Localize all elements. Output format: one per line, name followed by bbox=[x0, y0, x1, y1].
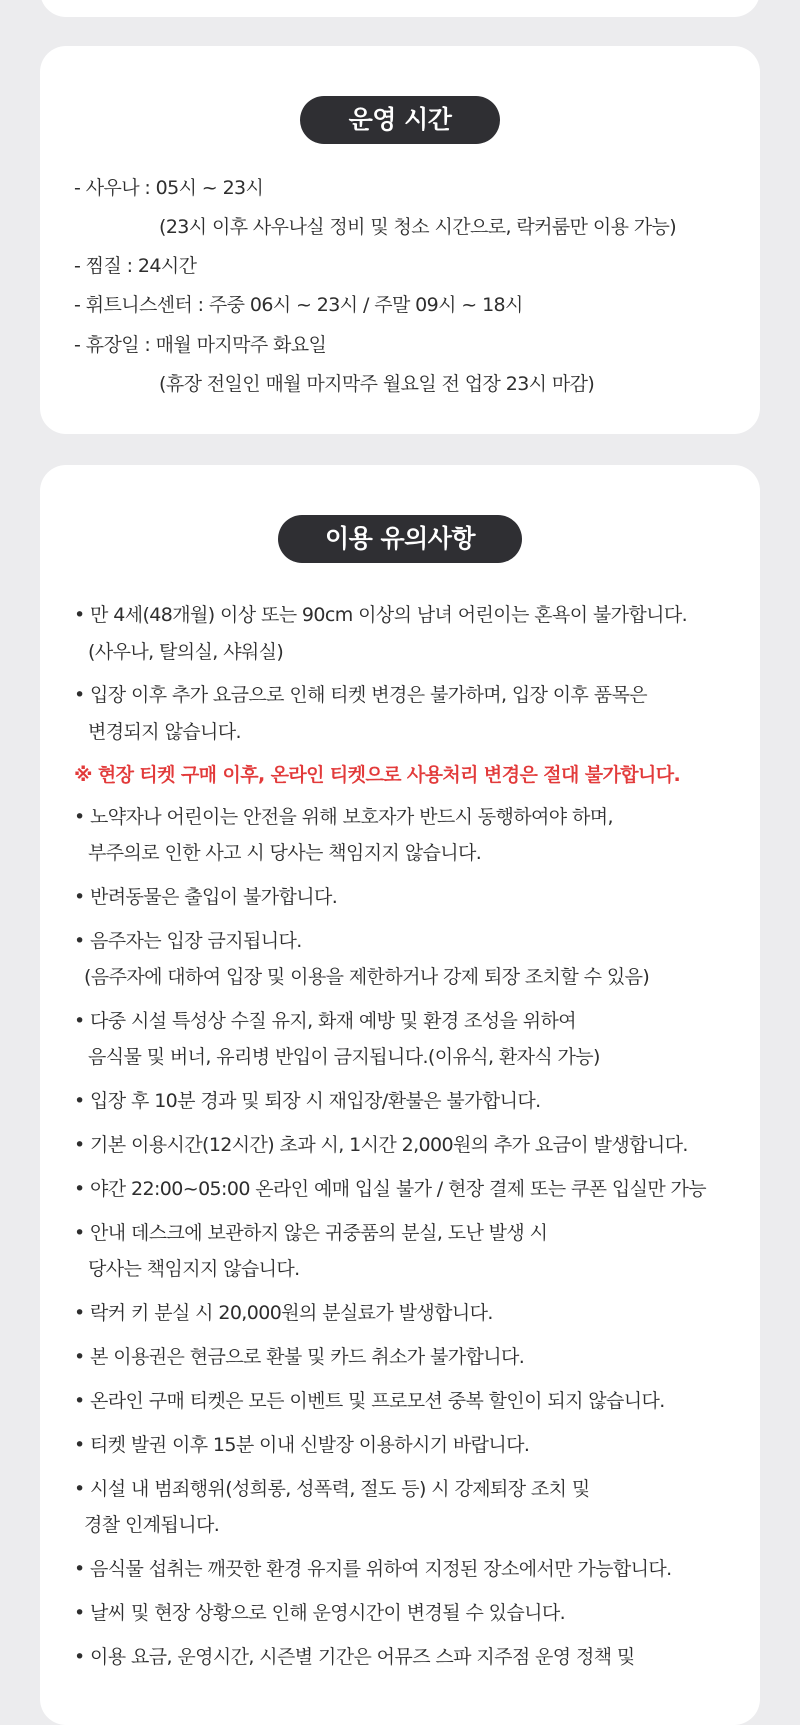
previous-section-card bbox=[40, 0, 760, 17]
notice-line: 경찰 인계됩니다. bbox=[84, 1514, 220, 1536]
usage-notice-card bbox=[40, 465, 760, 1725]
notice-line: 변경되지 않습니다. bbox=[88, 721, 241, 743]
notice-line: • 온라인 구매 티켓은 모든 이벤트 및 프로모션 중복 할인이 되지 않습니다. bbox=[74, 1390, 665, 1412]
hours-line-sauna: - 사우나 : 05시 ~ 23시 bbox=[74, 177, 264, 199]
notice-line: • 다중 시설 특성상 수질 유지, 화재 예방 및 환경 조성을 위하여 bbox=[74, 1010, 576, 1032]
notice-line: • 락커 키 분실 시 20,000원의 분실료가 발생합니다. bbox=[74, 1302, 493, 1324]
notice-line: (사우나, 탈의실, 샤워실) bbox=[88, 641, 284, 663]
notice-line: • 야간 22:00~05:00 온라인 예매 입실 불가 / 현장 결제 또는 쿠폰 입실만 가능 bbox=[74, 1178, 707, 1200]
notice-line: 당사는 책임지지 않습니다. bbox=[88, 1258, 300, 1280]
hours-line-closed-note: (휴장 전일인 매월 마지막주 월요일 전 업장 23시 마감) bbox=[159, 373, 595, 395]
hours-line-sauna-note: (23시 이후 사우나실 정비 및 청소 시간으로, 락커룸만 이용 가능) bbox=[159, 216, 677, 238]
notice-line: • 기본 이용시간(12시간) 초과 시, 1시간 2,000원의 추가 요금이 발생합니다. bbox=[74, 1134, 688, 1156]
notice-line: • 반려동물은 출입이 불가합니다. bbox=[74, 886, 338, 908]
notice-line: • 입장 이후 추가 요금으로 인해 티켓 변경은 불가하며, 입장 이후 품목은 bbox=[74, 684, 647, 706]
notice-line: • 시설 내 범죄행위(성희롱, 성폭력, 절도 등) 시 강제퇴장 조치 및 bbox=[74, 1478, 590, 1500]
notice-line: 음식물 및 버너, 유리병 반입이 금지됩니다.(이유식, 환자식 가능) bbox=[88, 1046, 600, 1068]
notice-line: • 음식물 섭취는 깨끗한 환경 유지를 위하여 지정된 장소에서만 가능합니다. bbox=[74, 1558, 672, 1580]
warning-notice: ※ 현장 티켓 구매 이후, 온라인 티켓으로 사용처리 변경은 절대 불가합니다. bbox=[74, 764, 681, 786]
hours-line-fitness: - 휘트니스센터 : 주중 06시 ~ 23시 / 주말 09시 ~ 18시 bbox=[74, 294, 523, 316]
operating-hours-title: 운영 시간 bbox=[300, 96, 500, 144]
notice-line: • 안내 데스크에 보관하지 않은 귀중품의 분실, 도난 발생 시 bbox=[74, 1222, 548, 1244]
operating-hours-card bbox=[40, 46, 760, 434]
notice-line: 부주의로 인한 사고 시 당사는 책임지지 않습니다. bbox=[88, 842, 482, 864]
notice-line: • 날씨 및 현장 상황으로 인해 운영시간이 변경될 수 있습니다. bbox=[74, 1602, 566, 1624]
hours-line-closed-day: - 휴장일 : 매월 마지막주 화요일 bbox=[74, 334, 327, 356]
usage-notice-title: 이용 유의사항 bbox=[278, 515, 522, 563]
notice-line: • 노약자나 어린이는 안전을 위해 보호자가 반드시 동행하여야 하며, bbox=[74, 806, 613, 828]
notice-line: • 입장 후 10분 경과 및 퇴장 시 재입장/환불은 불가합니다. bbox=[74, 1090, 541, 1112]
hours-line-jjimjil: - 찜질 : 24시간 bbox=[74, 255, 197, 277]
notice-line: • 만 4세(48개월) 이상 또는 90cm 이상의 남녀 어린이는 혼욕이 불가합니다. bbox=[74, 604, 688, 626]
notice-line: • 이용 요금, 운영시간, 시즌별 기간은 어뮤즈 스파 지주점 운영 정책 및 bbox=[74, 1646, 635, 1668]
notice-line: (음주자에 대하여 입장 및 이용을 제한하거나 강제 퇴장 조치할 수 있음) bbox=[84, 966, 650, 988]
notice-line: • 음주자는 입장 금지됩니다. bbox=[74, 930, 302, 952]
notice-line: • 본 이용권은 현금으로 환불 및 카드 취소가 불가합니다. bbox=[74, 1346, 525, 1368]
notice-line: • 티켓 발권 이후 15분 이내 신발장 이용하시기 바랍니다. bbox=[74, 1434, 530, 1456]
